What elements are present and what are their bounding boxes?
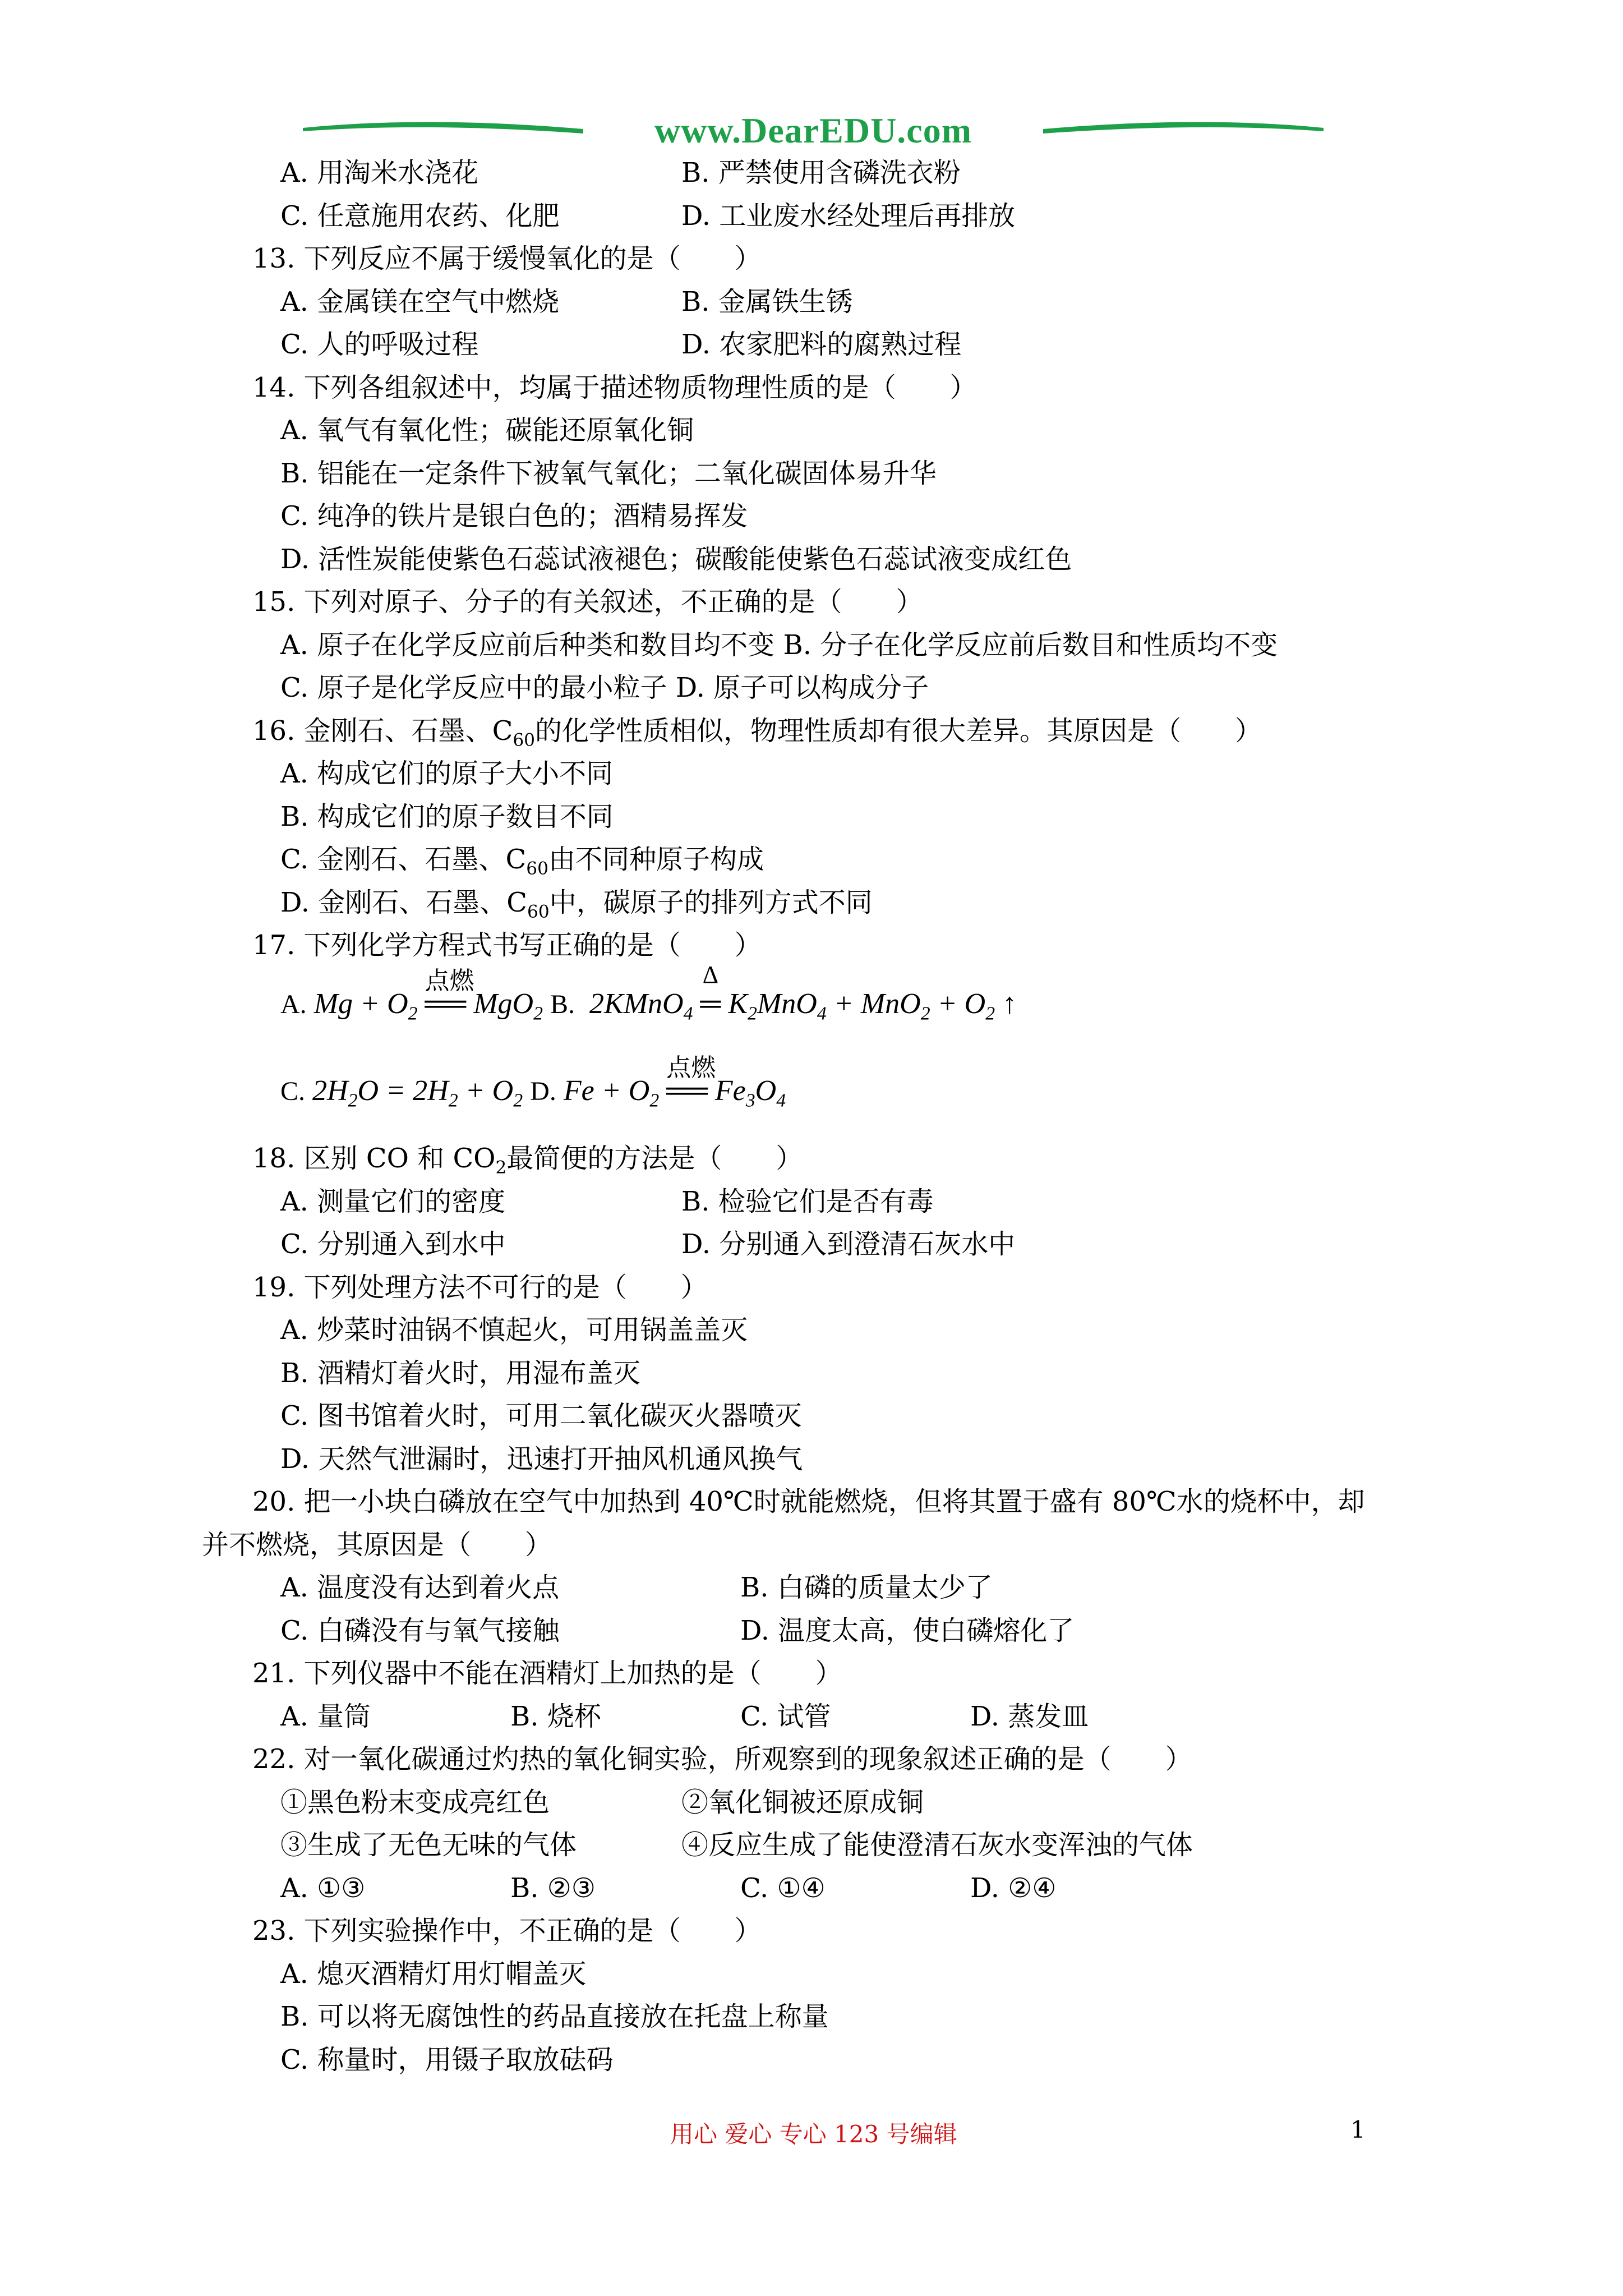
option-line: B. 酒精灯着火时，用湿布盖灭 <box>280 1357 640 1389</box>
question-stem: 23. 下列实验操作中，不正确的是（ ） <box>252 1915 762 1947</box>
question-stem: 17. 下列化学方程式书写正确的是（ ） <box>252 930 762 961</box>
option-label: D. <box>530 1076 556 1106</box>
option-label: B. <box>550 990 575 1019</box>
option-line: A. 炒菜时油锅不慎起火，可用锅盖盖灭 <box>280 1314 748 1346</box>
option-line: D. 天然气泄漏时，迅速打开抽风机通风换气 <box>280 1443 803 1475</box>
option-left: C. 人的呼吸过程 <box>280 329 479 360</box>
option-line: A. 原子在化学反应前后种类和数目均不变 B. 分子在化学反应前后数目和性质均不变 <box>280 629 1278 661</box>
option-left: A. 用淘米水浇花 <box>280 157 479 188</box>
option-left: ③生成了无色无味的气体 <box>280 1829 577 1861</box>
option-2: B. ②③ <box>510 1872 596 1904</box>
eq-d-arrow: 点燃 ══ <box>666 1054 716 1107</box>
option-label: C. <box>280 1076 306 1106</box>
option-line: B. 铝能在一定条件下被氧气氧化；二氧化碳固体易升华 <box>280 457 937 489</box>
option-line: D. 活性炭能使紫色石蕊试液褪色；碳酸能使紫色石蕊试液变成红色 <box>280 543 1072 575</box>
option-line: A. 熄灭酒精灯用灯帽盖灭 <box>280 1958 587 1990</box>
eq-a-arrow: 点燃 ══ <box>425 967 474 1020</box>
option-right: B. 金属铁生锈 <box>681 286 853 318</box>
option-right: ②氧化铜被还原成铜 <box>681 1786 924 1818</box>
option-left: A. 测量它们的密度 <box>280 1185 506 1217</box>
page-number: 1 <box>1350 2116 1366 2143</box>
option-right: D. 分别通入到澄清石灰水中 <box>681 1228 1016 1260</box>
option-1: A. ①③ <box>280 1872 366 1904</box>
option-line: D. 金刚石、石墨、$C_{60}$中，碳原子的排列方式不同 <box>280 886 873 922</box>
option-left: C. 任意施用农药、化肥 <box>280 200 560 232</box>
option-4: D. ②④ <box>970 1872 1057 1904</box>
option-4: D. 蒸发皿 <box>970 1700 1089 1732</box>
eq-b-left: 2KMnO$_4$ <box>589 988 693 1024</box>
option-left: A. 温度没有达到着火点 <box>280 1572 560 1603</box>
question-stem-wrap: 并不燃烧，其原因是（ ） <box>202 1529 552 1561</box>
option-left: A. 金属镁在空气中燃烧 <box>280 286 560 318</box>
option-line: C. 纯净的铁片是银白色的；酒精易挥发 <box>280 500 748 532</box>
eq-d-left: $Fe + O_2$ <box>563 1075 660 1111</box>
option-right: B. 检验它们是否有毒 <box>681 1185 934 1217</box>
option-right: D. 农家肥料的腐熟过程 <box>681 329 962 360</box>
eq-a-left: $Mg + O_2$ <box>313 988 418 1024</box>
option-line: B. 构成它们的原子数目不同 <box>280 800 614 832</box>
question-stem: 15. 下列对原子、分子的有关叙述，不正确的是（ ） <box>252 586 923 618</box>
equation-c <box>280 1054 786 1111</box>
question-stem: 20. 把一小块白磷放在空气中加热到 40℃时就能燃烧，但将其置于盛有 80℃水的烧杯中，却 <box>252 1486 1365 1517</box>
question-stem: 16. 金刚石、石墨、$C_{60}$的化学性质相似，物理性质却有很大差异。其原因是（ ） <box>252 715 1262 751</box>
option-right: D. 温度太高，使白磷熔化了 <box>740 1614 1075 1646</box>
option-3: C. 试管 <box>740 1700 831 1732</box>
question-stem: 18. 区别 CO 和 $CO_2$最简便的方法是（ ） <box>252 1143 803 1178</box>
site-logo <box>303 112 1324 151</box>
option-right: B. 白磷的质量太少了 <box>740 1572 993 1603</box>
option-label: A. <box>280 990 307 1019</box>
footer-text: 用心 爱心 专心 123 号编辑 <box>670 2120 957 2148</box>
equation-a <box>280 961 1017 1024</box>
option-right: D. 工业废水经处理后再排放 <box>681 200 1016 232</box>
option-1: A. 量筒 <box>280 1700 371 1732</box>
option-right: B. 严禁使用含磷洗衣粉 <box>681 157 961 188</box>
eq-b-right: $K_2MnO_4 + MnO_2 + O_2$ ↑ <box>728 988 1017 1024</box>
option-line: A. 构成它们的原子大小不同 <box>280 758 614 789</box>
eq-a-right: MgO$_2$ <box>473 988 543 1024</box>
option-line: A. 氧气有氧化性；碳能还原氧化铜 <box>280 415 694 446</box>
eq-d-right: $Fe_3O_4$ <box>714 1075 786 1111</box>
option-line: B. 可以将无腐蚀性的药品直接放在托盘上称量 <box>280 2001 829 2032</box>
option-line: C. 称量时，用镊子取放砝码 <box>280 2044 614 2076</box>
option-3: C. ①④ <box>740 1872 826 1904</box>
option-left: C. 白磷没有与氧气接触 <box>280 1614 560 1646</box>
question-stem: 22. 对一氧化碳通过灼热的氧化铜实验，所观察到的现象叙述正确的是（ ） <box>252 1743 1192 1775</box>
option-left: C. 分别通入到水中 <box>280 1228 506 1260</box>
option-line: C. 金刚石、石墨、$C_{60}$由不同种原子构成 <box>280 844 764 879</box>
question-stem: 13. 下列反应不属于缓慢氧化的是（ ） <box>252 243 762 274</box>
question-stem: 19. 下列处理方法不可行的是（ ） <box>252 1271 708 1303</box>
option-line: C. 原子是化学反应中的最小粒子 D. 原子可以构成分子 <box>280 672 929 703</box>
question-stem: 14. 下列各组叙述中，均属于描述物质物理性质的是（ ） <box>252 371 977 403</box>
question-stem: 21. 下列仪器中不能在酒精灯上加热的是（ ） <box>252 1658 842 1689</box>
logo-text: www.DearEDU.com <box>654 111 972 150</box>
eq-c: $2H_2O = 2H_2 + O_2$ <box>312 1075 523 1111</box>
option-right: ④反应生成了能使澄清石灰水变浑浊的气体 <box>681 1829 1193 1861</box>
eq-b-arrow: Δ ═ <box>700 961 721 1020</box>
option-2: B. 烧杯 <box>510 1700 601 1732</box>
option-left: ①黑色粉末变成亮红色 <box>280 1786 550 1818</box>
option-line: C. 图书馆着火时，可用二氧化碳灭火器喷灭 <box>280 1400 802 1432</box>
